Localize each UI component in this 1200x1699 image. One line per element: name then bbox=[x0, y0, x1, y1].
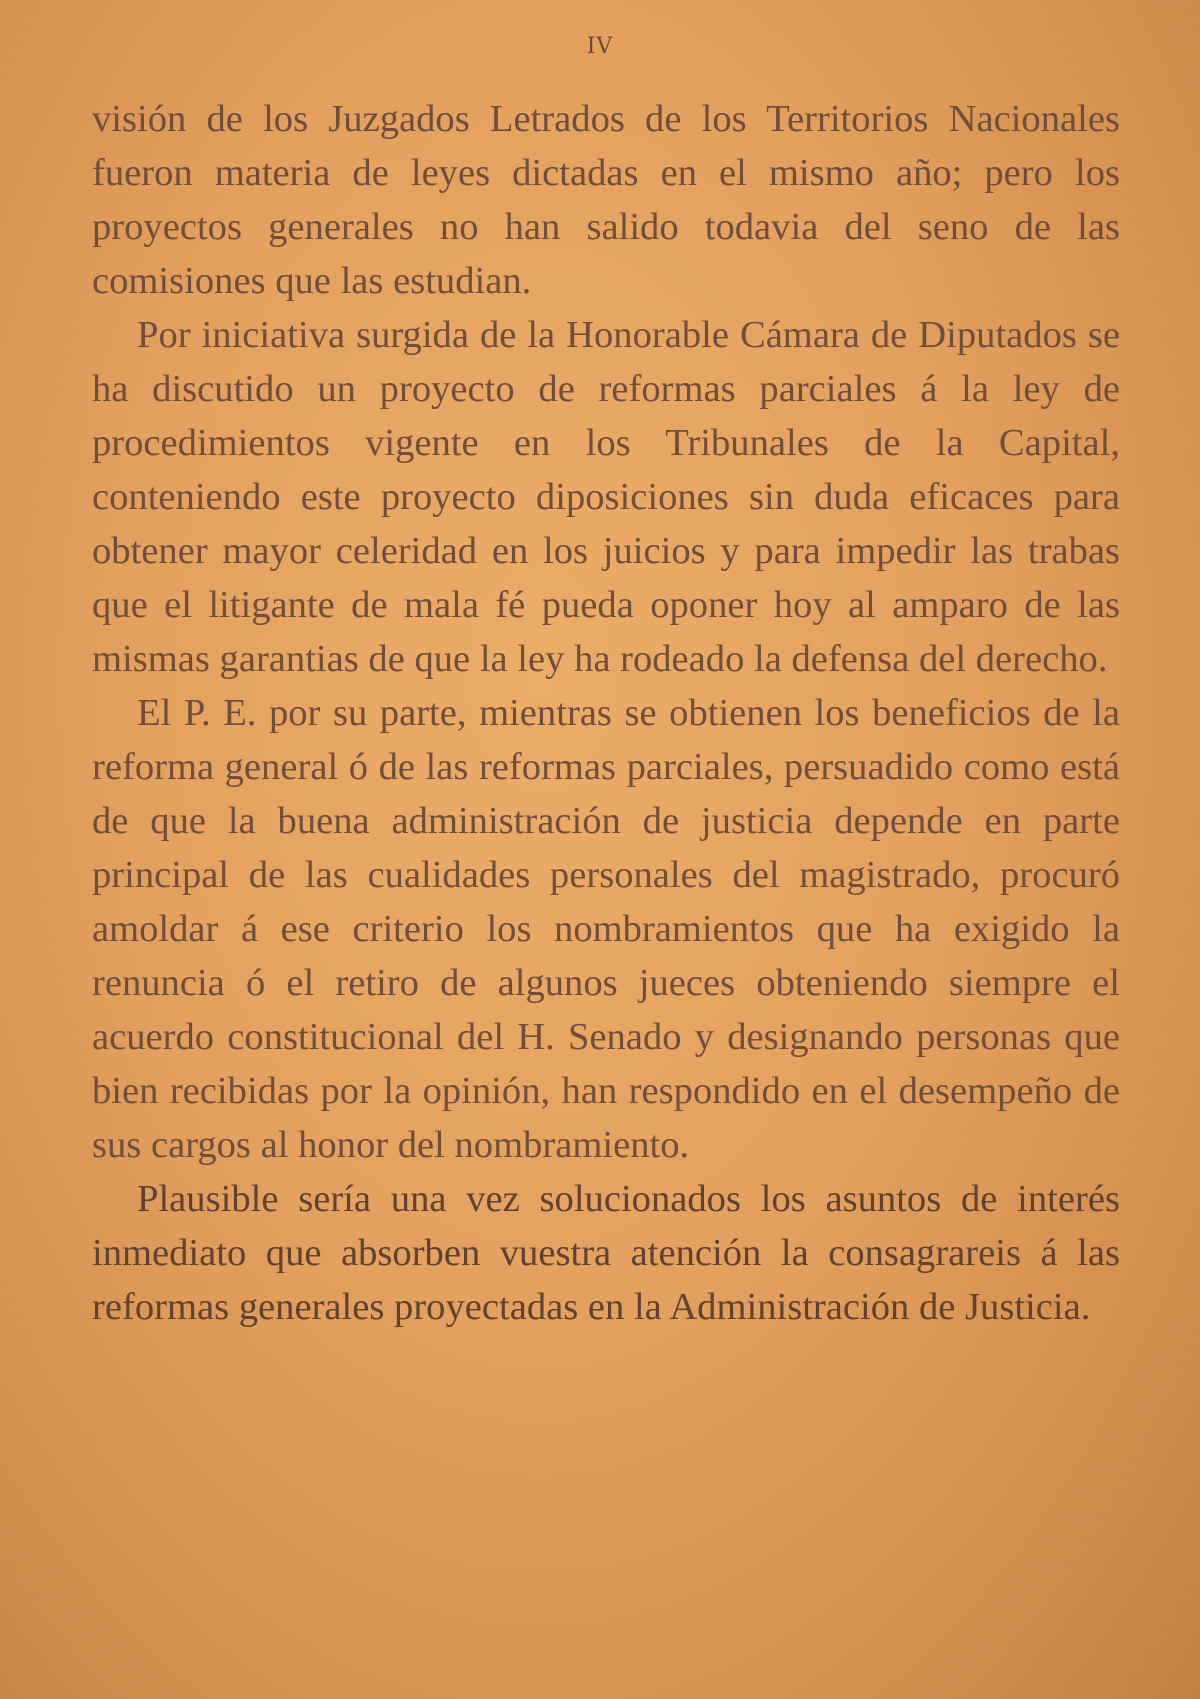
paragraph-3: El P. E. por su parte, mientras se obtienen los beneficios de la reforma general ó de las reformas parciales, persuadido como está de que la buena administración de justicia depende en parte principal de las cualidades personales del magistrado, procuró amoldar á ese criterio los nombramientos que ha exigido la renuncia ó el retiro de algunos jueces obteniendo siempre el acuerdo constitucional del H. Senado y designando personas que bien recibidas por la opinión, han respondido en el desempeño de sus cargos al honor del nombramiento. bbox=[92, 692, 1120, 1166]
body-text bbox=[92, 92, 1120, 1334]
paragraph-2: Por iniciativa surgida de la Honorable Cámara de Diputados se ha discutido un proyecto de reformas parciales á la ley de procedimientos vigente en los Tribunales de la Capital, conteniendo este proyecto diposiciones sin duda eficaces para obtener mayor celeridad en los juicios y para impedir las trabas que el litigante de mala fé pueda oponer hoy al amparo de las mismas garantias de que la ley ha rodeado la defensa del derecho. bbox=[92, 314, 1120, 680]
paragraph-1: visión de los Juzgados Letrados de los Territorios Nacionales fueron materia de leyes dictadas en el mismo año; pero los proyectos generales no han salido todavia del seno de las comisiones que las estudian. bbox=[92, 98, 1120, 302]
paragraph-4: Plausible sería una vez solucionados los asuntos de interés inmediato que absorben vuestra atención la consagrareis á las reformas generales proyectadas en la Administración de Justicia. bbox=[92, 1178, 1120, 1328]
page-number: IV bbox=[586, 34, 614, 59]
